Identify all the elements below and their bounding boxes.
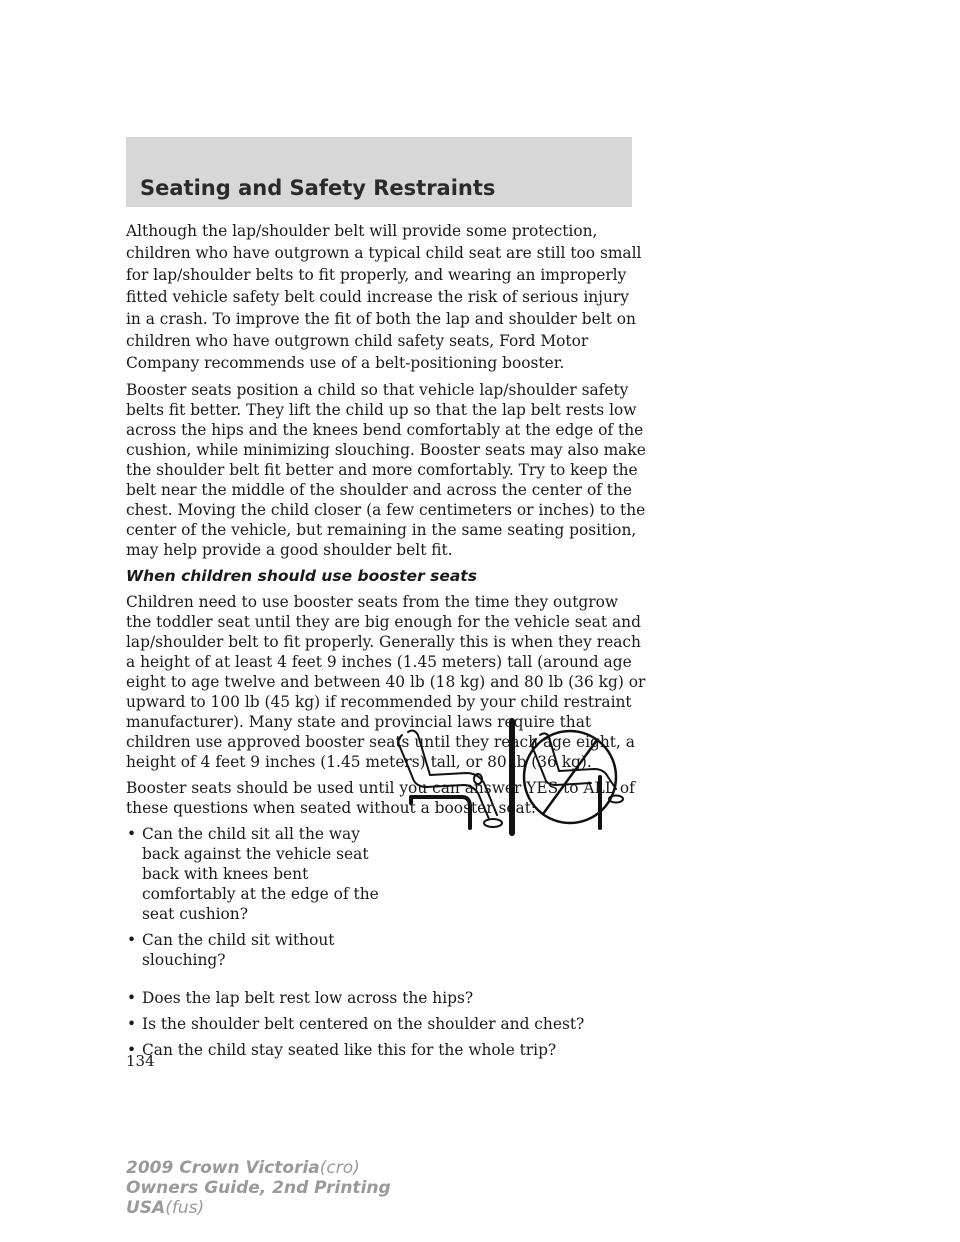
footer-line-3: USA(fus) — [126, 1198, 205, 1218]
paragraph-booster-position: Booster seats position a child so that vehicle lap/shoulder safety belts fit better. They lift the child up so that the lap belt rests low across the hips and the knees bend comfortably at the edge of the cushion, while minimizing slouching. Booster seats may also make the shoulder belt fit better and more comfortably. Try to keep the belt near the middle of the shoulder and across the center of the chest. Moving the child closer (a few centimeters or inches) to the center of the vehicle, but remaining in the same seating position, may help provide a good shoulder belt fit. — [126, 381, 646, 559]
paragraph-booster-age: Children need to use booster seats from the time they outgrow the toddler seat until they are big enough for the vehicle seat and lap/shoulder belt to fit properly. Generally this is when they reach a height of at least 4 feet 9 inches (1.45 meters) tall (around age eight to age twelve and between 40 lb (18 kg) and 80 lb (36 kg) or upward to 100 lb (45 kg) if recommended by your child restraint manufacturer). Many state and provincial laws require that children use approved booster seats until they reach age eight, a height of 4 feet 9 inches (1.45 meters) tall, or 80 lb (36 kg). — [126, 593, 646, 771]
prohibition-slash — [543, 740, 597, 814]
bullet-item: • Can the child sit without slouching? — [126, 930, 382, 970]
correct-fit-figure — [398, 731, 502, 828]
bullet-list-upper — [126, 824, 646, 970]
bullet-item: • Does the lap belt rest low across the hips? — [126, 988, 646, 1008]
bullet-item: • Can the child sit all the way back against the vehicle seat back with knees bent comfortably at the edge of the seat cushion? — [126, 824, 382, 924]
body-text — [126, 220, 646, 1066]
footer — [126, 1158, 391, 1218]
bullet-item: • Is the shoulder belt centered on the shoulder and chest? — [126, 1014, 646, 1034]
booster-seat-illustration — [386, 715, 636, 840]
paragraph-yes-questions: Booster seats should be used until you can answer YES to ALL of these questions when seated without a booster seat: — [126, 779, 635, 817]
bullet-list-lower — [126, 988, 646, 1060]
footer-line-2: Owners Guide, 2nd Printing — [126, 1178, 391, 1198]
page-number: 134 — [126, 1052, 155, 1070]
subheading-when-to-use: When children should use booster seats — [126, 567, 477, 585]
paragraph-belt-protection: Although the lap/shoulder belt will provide some protection, children who have outgrown a typical child seat are still too small for lap/shoulder belts to fit properly, and wearing an improperly fitted vehicle safety belt could increase the risk of serious injury in a crash. To improve the fit of both the lap and shoulder belt on children who have outgrown child safety seats, Ford Motor Company recommends use of a belt-positioning booster. — [126, 222, 642, 372]
footer-line-1: 2009 Crown Victoria(cro) — [126, 1158, 360, 1178]
section-title: Seating and Safety Restraints — [140, 176, 496, 200]
bullet-item: • Can the child stay seated like this for the whole trip? — [126, 1040, 646, 1060]
incorrect-fit-figure — [524, 731, 623, 828]
